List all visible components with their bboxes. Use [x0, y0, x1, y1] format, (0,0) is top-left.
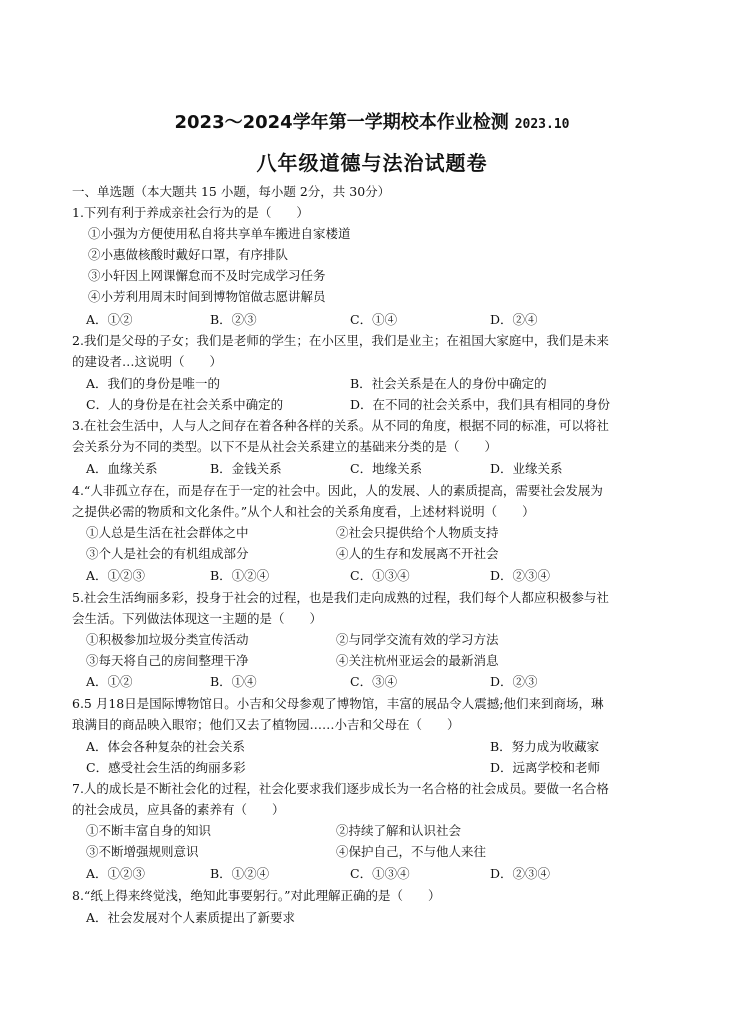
- question-6-options-row-1: [86, 738, 686, 756]
- question-1-statement-1: ①小强为方便使用私自将共享单车搬进自家楼道: [88, 226, 351, 241]
- question-4-statement-3: ③个人是社会的有机组成部分: [86, 546, 249, 561]
- question-6-options-row-2: [86, 759, 686, 777]
- question-7-statement-4: ④保护自己，不与他人来往: [336, 844, 487, 859]
- question-6-option-a[interactable]: A．体会各种复杂的社会关系: [86, 739, 246, 754]
- question-4-statements-row-2: [86, 545, 686, 563]
- question-7-stem-line-2: 的社会成员，应具备的素养有（ ）: [72, 802, 285, 817]
- question-2-option-d[interactable]: D．在不同的社会关系中，我们具有相同的身份: [350, 397, 611, 412]
- question-3-options: [86, 460, 686, 478]
- question-5-options: [86, 673, 686, 691]
- question-2-option-a[interactable]: A．我们的身份是唯一的: [86, 376, 221, 391]
- question-4-option-a[interactable]: A．①②③: [86, 568, 146, 583]
- question-6-stem-line-2: 琅满目的商品映入眼帘；他们又去了植物园……小吉和父母在（ ）: [72, 717, 460, 732]
- question-1-stem: 1.下列有利于养成亲社会行为的是（ ）: [72, 205, 309, 220]
- question-1-options: [86, 311, 686, 329]
- question-7-option-c[interactable]: C．①③④: [350, 866, 410, 881]
- question-5-stem-line-2: 会生活。下列做法体现这一主题的是（ ）: [72, 611, 323, 626]
- question-7-statement-2: ②持续了解和认识社会: [336, 823, 462, 838]
- question-7-option-d[interactable]: D．②③④: [490, 866, 551, 881]
- question-1-statement-4: ④小芳利用周末时间到博物馆做志愿讲解员: [88, 289, 326, 304]
- question-4-option-c[interactable]: C．①③④: [350, 568, 410, 583]
- question-4-statements-row-1: [86, 524, 686, 542]
- question-4-option-b[interactable]: B．①②④: [210, 568, 270, 583]
- question-6-option-d[interactable]: D．远离学校和老师: [490, 760, 601, 775]
- question-7-options: [86, 865, 686, 883]
- question-7-option-b[interactable]: B．①②④: [210, 866, 270, 881]
- question-4-stem-line-2: 之提供必需的物质和文化条件。”从个人和社会的关系角度看，上述材料说明（ ）: [72, 504, 535, 519]
- question-4-statement-4: ④人的生存和发展离不开社会: [336, 546, 499, 561]
- question-5-statement-3: ③每天将自己的房间整理干净: [86, 653, 249, 668]
- question-5-statements-row-2: [86, 652, 686, 670]
- question-2-options-row-1: [86, 375, 686, 393]
- question-2-options-row-2: [86, 396, 686, 414]
- question-5-statement-4: ④关注杭州亚运会的最新消息: [336, 653, 499, 668]
- question-2-stem-line-1: 2.我们是父母的子女；我们是老师的学生；在小区里，我们是业主；在祖国大家庭中，我们是未来: [72, 333, 609, 348]
- question-4-stem-line-1: 4.“人非孤立存在，而是存在于一定的社会中。因此，人的发展、人的素质提高，需要社会发展为: [72, 483, 603, 498]
- question-5-option-a[interactable]: A．①②: [86, 674, 133, 689]
- question-6-stem-line-1: 6.5 月18日是国际博物馆日。小吉和父母参观了博物馆，丰富的展品令人震撼;他们来到商场，琳: [72, 696, 604, 711]
- question-2-option-b[interactable]: B．社会关系是在人的身份中确定的: [350, 376, 547, 391]
- question-4-options: [86, 567, 686, 585]
- question-3-option-a[interactable]: A．血缘关系: [86, 461, 158, 476]
- question-7-statements-row-1: [86, 822, 686, 840]
- exam-title: [0, 108, 744, 134]
- section-heading: 一、单选题（本大题共 15 小题，每小题 2分，共 30分）: [72, 184, 391, 199]
- question-4-option-d[interactable]: D．②③④: [490, 568, 551, 583]
- question-5-option-c[interactable]: C．③④: [350, 674, 398, 689]
- question-3-option-b[interactable]: B．金钱关系: [210, 461, 282, 476]
- question-5-option-b[interactable]: B．①④: [210, 674, 257, 689]
- question-3-stem-line-1: 3.在社会生活中，人与人之间存在着各种各样的关系。从不同的角度，根据不同的标准，可以将社: [72, 418, 609, 433]
- question-3-stem-line-2: 会关系分为不同的类型。以下不是从社会关系建立的基础来分类的是（ ）: [72, 439, 498, 454]
- question-1-option-d[interactable]: D．②④: [490, 312, 538, 327]
- question-6-option-b[interactable]: B．努力成为收藏家: [490, 739, 600, 754]
- question-7-statements-row-2: [86, 843, 686, 861]
- question-7-stem-line-1: 7.人的成长是不断社会化的过程，社会化要求我们逐步成长为一名合格的社会成员。要做一名合格: [72, 781, 609, 796]
- question-3-option-c[interactable]: C．地缘关系: [350, 461, 423, 476]
- question-5-statement-1: ①积极参加垃圾分类宣传活动: [86, 632, 249, 647]
- question-4-statement-1: ①人总是生活在社会群体之中: [86, 525, 249, 540]
- question-7-statement-3: ③不断增强规则意识: [86, 844, 199, 859]
- question-1-statement-3: ③小轩因上网课懈怠而不及时完成学习任务: [88, 268, 326, 283]
- question-4-statement-2: ②社会只提供给个人物质支持: [336, 525, 499, 540]
- question-7-option-a[interactable]: A．①②③: [86, 866, 146, 881]
- exam-date: 2023.10: [514, 117, 570, 132]
- question-1-statement-2: ②小惠做核酸时戴好口罩，有序排队: [88, 247, 289, 262]
- question-8-option-a[interactable]: A．社会发展对个人素质提出了新要求: [86, 910, 296, 925]
- question-6-option-c[interactable]: C．感受社会生活的绚丽多彩: [86, 760, 246, 775]
- question-5-stem-line-1: 5.社会生活绚丽多彩，投身于社会的过程，也是我们走向成熟的过程，我们每个人都应积极参与社: [72, 590, 609, 605]
- question-5-statement-2: ②与同学交流有效的学习方法: [336, 632, 499, 647]
- question-2-stem-line-2: 的建设者…这说明（ ）: [72, 354, 223, 369]
- question-1-option-c[interactable]: C．①④: [350, 312, 398, 327]
- question-7-statement-1: ①不断丰富自身的知识: [86, 823, 212, 838]
- question-2-option-c[interactable]: C．人的身份是在社会关系中确定的: [86, 397, 284, 412]
- question-1-option-a[interactable]: A．①②: [86, 312, 133, 327]
- exam-subtitle: 八年级道德与法治试题卷: [256, 151, 488, 175]
- question-5-statements-row-1: [86, 631, 686, 649]
- question-3-option-d[interactable]: D．业缘关系: [490, 461, 563, 476]
- exam-title-text: 2023～2024学年第一学期校本作业检测: [174, 112, 509, 133]
- question-5-option-d[interactable]: D．②③: [490, 674, 538, 689]
- question-1-option-b[interactable]: B．②③: [210, 312, 257, 327]
- question-8-stem: 8.“纸上得来终觉浅，绝知此事要躬行。”对此理解正确的是（ ）: [72, 888, 441, 903]
